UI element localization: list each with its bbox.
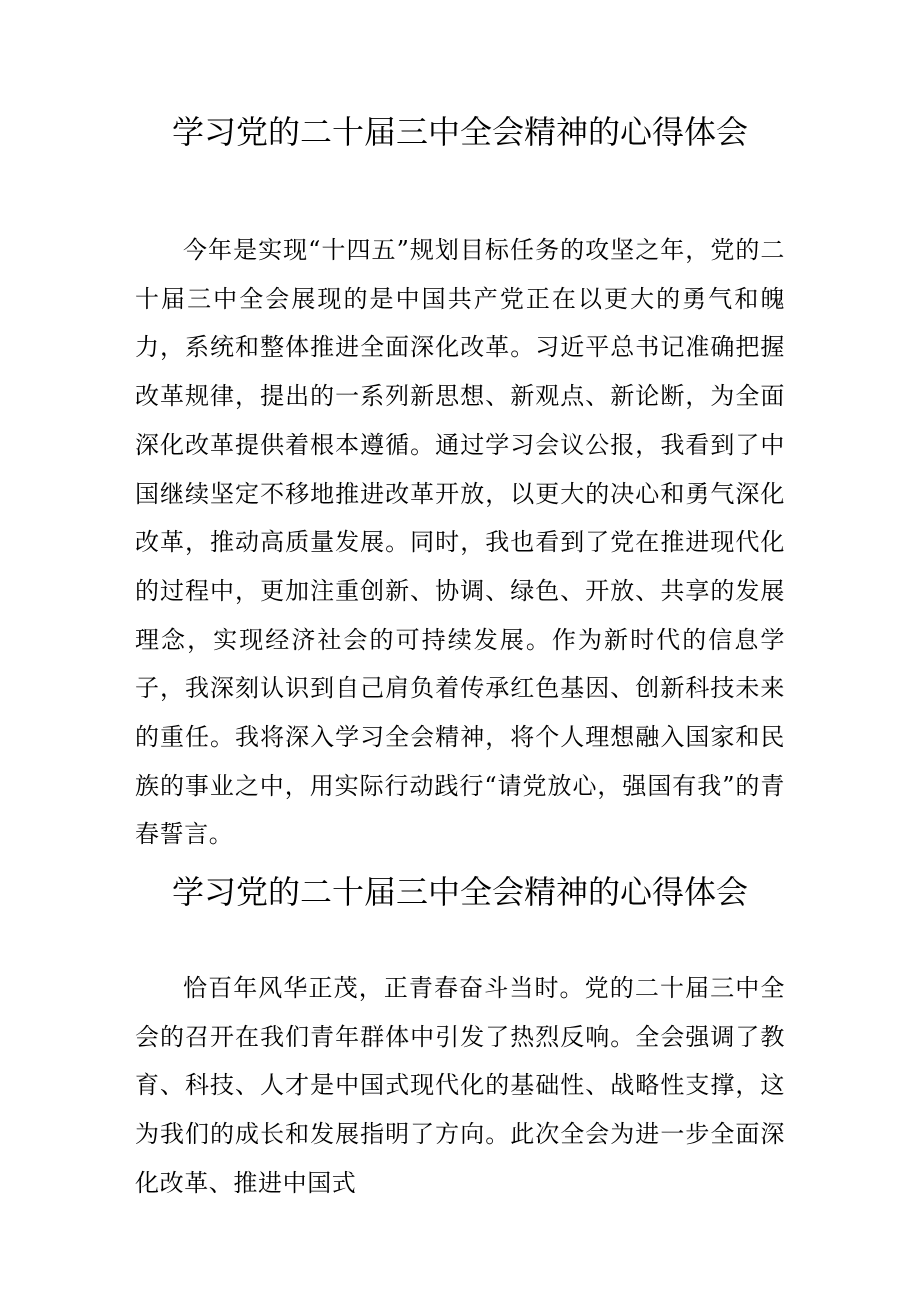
article-section-2	[0, 862, 920, 1197]
article-title: 学习党的二十届三中全会精神的心得体会	[171, 113, 748, 151]
article-paragraph: 恰百年风华正茂，正青春奋斗当时。党的二十届三中全会的召开在我们青年群体中引发了热烈反响。全会强调了教育、科技、人才是中国式现代化的基础性、战略性支撑，这为我们的成长和发展指明了方向。此次全会为进一步全面深化改革、推进中国式	[135, 974, 785, 1197]
article-section-1	[0, 102, 920, 849]
article-title: 学习党的二十届三中全会精神的心得体会	[171, 873, 748, 911]
article-paragraph: 今年是实现“十四五”规划目标任务的攻坚之年，党的二十届三中全会展现的是中国共产党正在以更大的勇气和魄力，系统和整体推进全面深化改革。习近平总书记准确把握改革规律，提出的一系列新思想、新观点、新论断，为全面深化改革提供着根本遵循。通过学习会议公报，我看到了中国继续坚定不移地推进改革开放，以更大的决心和勇气深化改革，推动高质量发展。同时，我也看到了党在推进现代化的过程中，更加注重创新、协调、绿色、开放、共享的发展理念，实现经济社会的可持续发展。作为新时代的信息学子，我深刻认识到自己肩负着传承红色基因、创新科技未来的重任。我将深入学习全会精神，将个人理想融入国家和民族的事业之中，用实际行动践行“请党放心，强国有我”的青春誓言。	[135, 236, 785, 849]
